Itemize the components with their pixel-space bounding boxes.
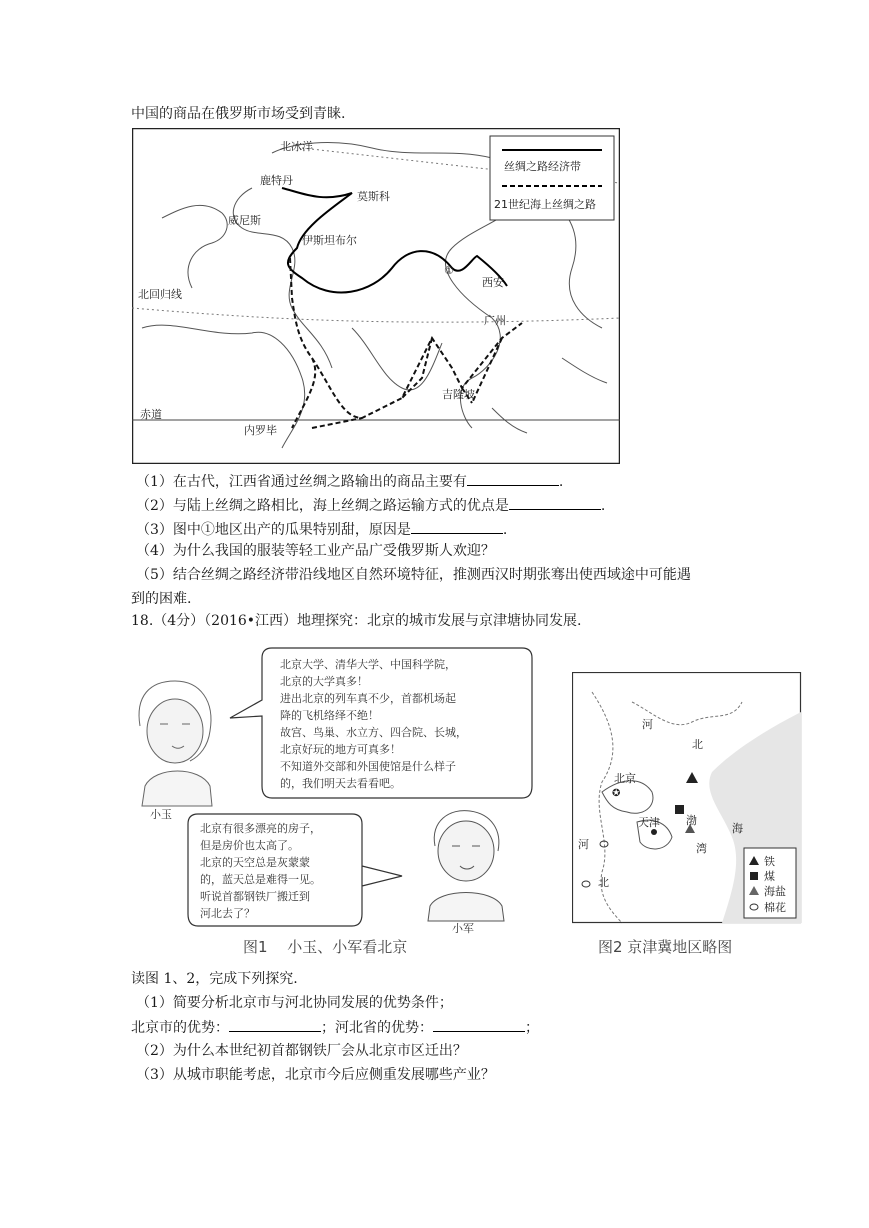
label-mosike: 莫斯科 — [357, 190, 390, 203]
label-marker-1: ① — [444, 264, 454, 277]
label-tianjin: 天津 — [638, 816, 660, 829]
bubble-1-line: 降的飞机络绎不绝！ — [280, 709, 379, 722]
label-beijing: 北京 — [614, 772, 636, 785]
label-bohai-1: 渤 — [686, 814, 697, 827]
q18-read-instruction: 读图 1、2，完成下列探究. — [131, 971, 298, 987]
label-jilongpo: 吉隆坡 — [442, 388, 475, 401]
beijing-advantage-blank[interactable] — [229, 1017, 321, 1032]
intro-text: 中国的商品在俄罗斯市场受到青睐. — [131, 106, 346, 122]
q17-item-3-end: . — [502, 522, 508, 538]
bubble-1-line: 北京好玩的地方可真多！ — [280, 743, 401, 756]
legend-coal: 煤 — [764, 870, 775, 883]
q18-advantages-line — [131, 1017, 539, 1038]
label-xian: 西安 — [482, 276, 504, 289]
figure-2-caption: 图2 京津冀地区略图 — [598, 938, 733, 956]
bubble-2-line: 但是房价也太高了。 — [200, 839, 299, 852]
label-chidao: 赤道 — [140, 408, 162, 421]
svg-text:✪: ✪ — [612, 788, 621, 799]
bubble-2-line: 听说首都钢铁厂搬迁到 — [200, 890, 310, 903]
q18-title: 18.（4分）（2016•江西）地理探究：北京的城市发展与京津塘协同发展. — [131, 613, 582, 629]
label-yisitanbuer: 伊斯坦布尔 — [302, 234, 357, 247]
q17-item-2 — [136, 495, 605, 516]
bubble-1-line: 的，我们明天去看看吧。 — [280, 777, 401, 790]
bubble-2-line: 的，蓝天总是难得一见。 — [200, 873, 321, 886]
silk-road-map — [132, 128, 620, 468]
label-he-2: 河 — [578, 838, 589, 851]
answer-blank[interactable] — [467, 471, 559, 486]
q17-item-1 — [136, 471, 563, 492]
bubble-1-line: 进出北京的列车真不少，首都机场起 — [280, 692, 456, 705]
girl-name: 小玉 — [150, 808, 172, 821]
q17-item-4: （4）为什么我国的服装等轻工业产品广受俄罗斯人欢迎？ — [136, 543, 495, 559]
beijing-advantage-label: 北京市的优势： — [131, 1020, 229, 1036]
bubble-1-line: 不知道外交部和外国使馆是什么样子 — [280, 760, 456, 773]
q17-item-5-line2: 到的困难. — [131, 591, 192, 607]
answer-blank[interactable] — [411, 519, 503, 534]
bubble-1-line: 北京的大学真多！ — [280, 675, 368, 688]
q17-item-2-text: （2）与陆上丝绸之路相比，海上丝绸之路运输方式的优点是 — [136, 498, 509, 514]
label-beiqiyang: 北冰洋 — [280, 140, 313, 153]
q17-item-2-end: . — [600, 498, 606, 514]
advantages-end: ； — [525, 1020, 539, 1036]
coal-symbol — [675, 805, 684, 814]
boy-name: 小军 — [452, 922, 474, 935]
label-bohai-2: 湾 — [696, 842, 707, 855]
q18-item-3: （3）从城市职能考虑，北京市今后应侧重发展哪些产业？ — [136, 1067, 495, 1083]
bubble-1-line: 北京大学、清华大学、中国科学院， — [280, 658, 456, 671]
label-bei-2: 北 — [598, 876, 609, 889]
figure-1-cartoon — [130, 636, 560, 940]
girl-illustration — [139, 681, 212, 806]
q18-item-1: （1）简要分析北京市与河北协同发展的优势条件； — [136, 995, 453, 1011]
bubble-2-line: 河北去了？ — [200, 907, 255, 920]
hebei-advantage-blank[interactable] — [433, 1017, 525, 1032]
label-guangzhou: 广州 — [484, 314, 506, 327]
hebei-advantage-label: ；河北省的优势： — [321, 1020, 433, 1036]
label-beihuiguixian: 北回归线 — [138, 288, 182, 301]
legend-sea-label: 21世纪海上丝绸之路 — [494, 198, 596, 211]
bubble-2-line: 北京的天空总是灰蒙蒙 — [200, 856, 310, 869]
bubble-1-line: 故宫、鸟巢、水立方、四合院、长城， — [280, 726, 467, 739]
label-bei-1: 北 — [692, 738, 703, 751]
label-luotedan: 鹿特丹 — [260, 174, 293, 187]
figure-2-map — [572, 672, 802, 928]
q17-item-1-text: （1）在古代，江西省通过丝绸之路输出的商品主要有 — [136, 474, 467, 490]
figure-1-caption: 图1 小玉、小军看北京 — [243, 938, 408, 956]
label-hai: 海 — [732, 822, 743, 835]
bubble-2-line: 北京有很多漂亮的房子， — [200, 822, 321, 835]
label-neiluobi: 内罗毕 — [244, 424, 277, 437]
q17-item-5-line1: （5）结合丝绸之路经济带沿线地区自然环境特征，推测西汉时期张骞出使西域途中可能遇 — [136, 567, 691, 583]
label-he-1: 河 — [642, 718, 653, 731]
q17-item-3-text: （3）图中①地区出产的瓜果特别甜，原因是 — [136, 522, 411, 538]
label-weinisi: 威尼斯 — [228, 214, 261, 227]
q17-item-1-end: . — [558, 474, 564, 490]
legend-sea-salt: 海盐 — [764, 885, 786, 898]
legend-land-label: 丝绸之路经济带 — [504, 160, 581, 173]
legend-iron: 铁 — [764, 855, 775, 868]
legend-cotton: 棉花 — [764, 901, 786, 914]
q17-item-3 — [136, 519, 507, 540]
answer-blank[interactable] — [509, 495, 601, 510]
boy-illustration — [428, 811, 504, 921]
q18-item-2: （2）为什么本世纪初首都钢铁厂会从北京市区迁出？ — [136, 1043, 467, 1059]
